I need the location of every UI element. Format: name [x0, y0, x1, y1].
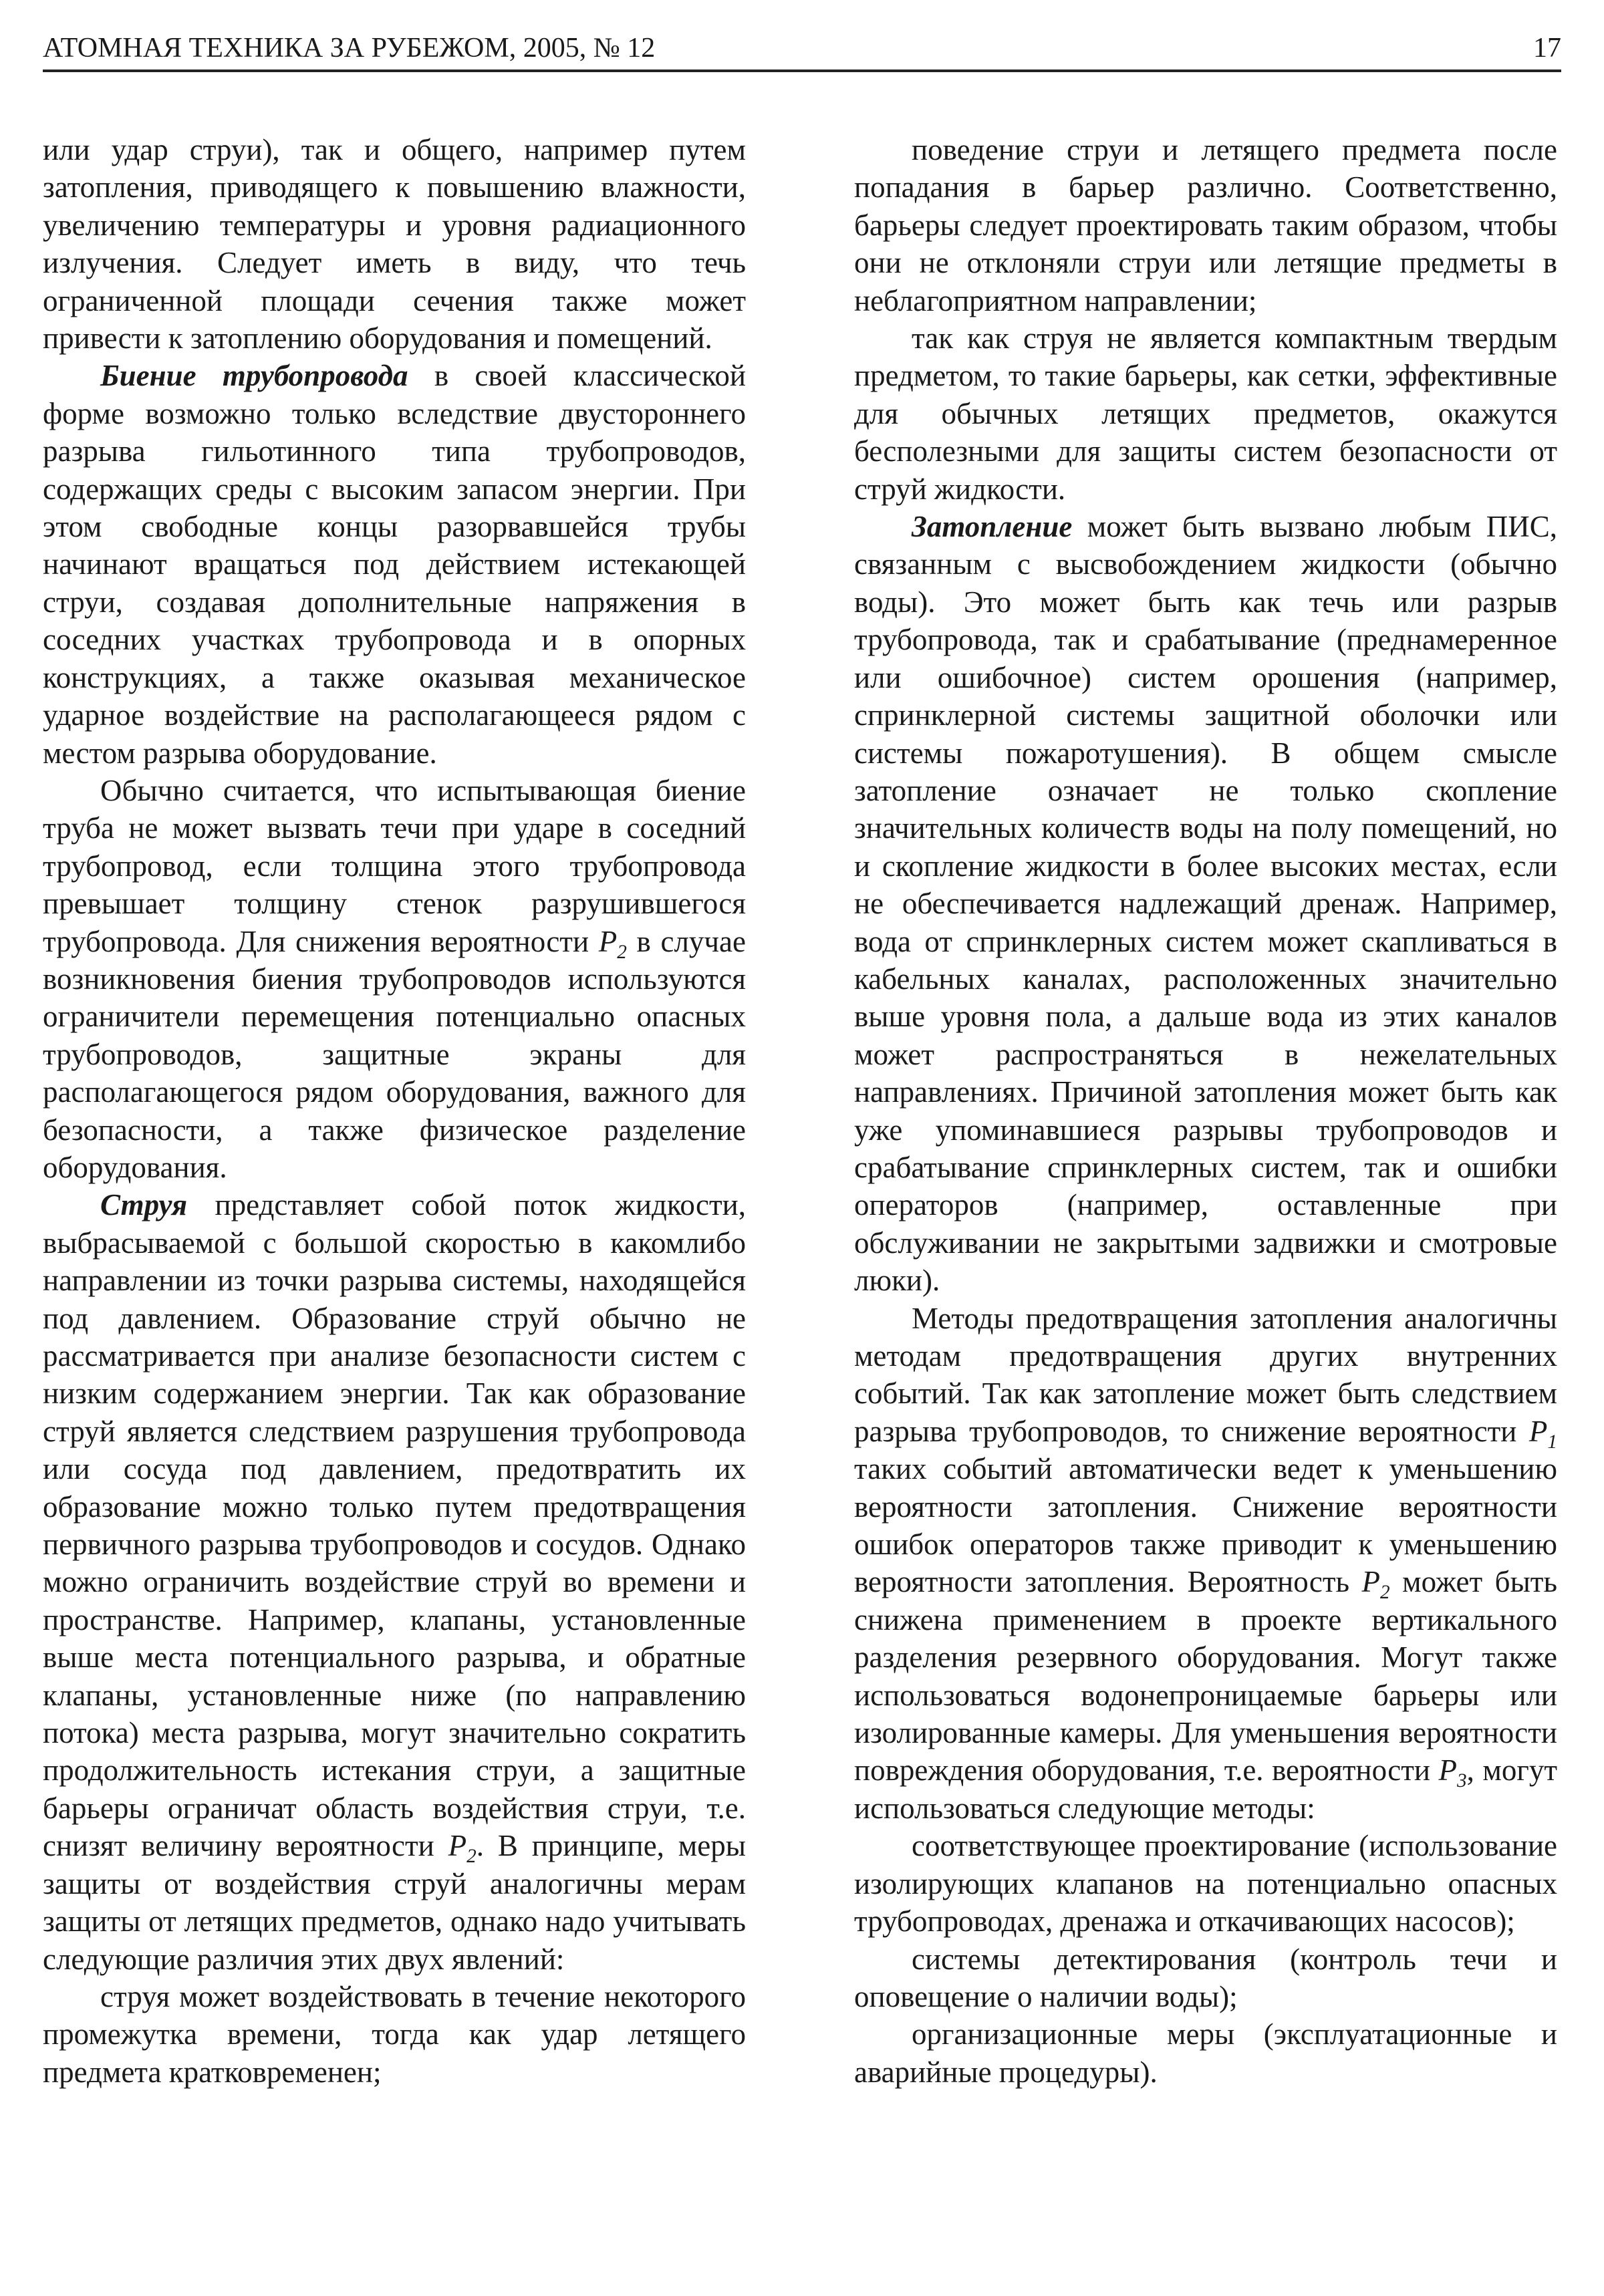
- paragraph: [854, 508, 1557, 1300]
- paragraph: [43, 1978, 746, 2091]
- paragraph: [854, 131, 1557, 319]
- body-text: Методы предотвращения затопления аналогичны методам предотвращения других внутренних событий. Так как затопление может быть следствием разрыва трубопроводов, то снижение вероятности: [854, 1301, 1557, 1448]
- running-header: [43, 27, 1561, 72]
- probability-symbol: [1438, 1753, 1467, 1792]
- paragraph: [854, 319, 1557, 508]
- paragraph: [43, 1186, 746, 1978]
- body-text: представляет собой поток жидкости, выбрасываемой с большой скоростью в какомлибо направлении из точки разрыва системы, находящейся под давлением. Образование струй обычно не рассматривается при анализе безопасности систем с низким содержанием энергии. Так как образование струй является следствием разрушения трубопровода или сосуда под давлением, предотвратить их образование можно только путем предотвращения первичного разрыва трубопроводов и сосудов. Однако можно ограничить воздействие струй во времени и пространстве. Например, клапаны, установленные выше места потенциального разрыва, и обратные клапаны, установленные ниже (по направлению потока) места разрыва, могут значительно сократить продолжительность истекания струи, а защитные барьеры ограничат область воздействия струи, т.е. снизят величину вероятности: [43, 1188, 746, 1863]
- symbol-subscript: 3: [1456, 1770, 1467, 1792]
- paragraph: [43, 131, 746, 357]
- body-text: таких событий автоматически ведет к уменьшению вероятности затопления. Снижение вероятности ошибок операторов также приводит к уменьшению вероятности затопления. Вероятность: [854, 1452, 1557, 1599]
- symbol-letter: P: [448, 1829, 467, 1863]
- paragraph: [854, 1300, 1557, 1828]
- body-text: может быть снижена применением в проекте вертикального разделения резервного оборудования. Могут также использоваться водонепроницаемые барьеры или изолированные камеры. Для уменьшения вероятности повреждения оборудования, т.е. вероятности: [854, 1565, 1557, 1787]
- page-number: 17: [1533, 33, 1561, 63]
- body-text: может быть вызвано любым ПИС, связанным с высвобождением жидкости (обычно воды). Это может быть как течь или разрыв трубопровода, так и срабатывание (преднамеренное или ошибочное) систем орошения (например, спринклерной системы защитной оболочки или системы пожаротушения). В общем смысле затопление означает не только скопление значительных количеств воды на полу помещений, но и скопление жидкости в более высоких местах, если не обеспечивается надлежащий дренаж. Например, вода от спринклерных систем может скапливаться в кабельных каналах, расположенных значительно выше уровня пола, а дальше вода из этих каналов может распространяться в нежелательных направлениях. Причиной затопления может быть как уже упоминавшиеся разрывы трубопроводов и срабатывание спринклерных систем, так и ошибки операторов (например, оставленные при обслуживании не закрытыми задвижки и смотровые люки).: [854, 510, 1557, 1298]
- probability-symbol: [1361, 1565, 1390, 1604]
- paragraph: [43, 357, 746, 771]
- body-text: в своей классической форме возможно только вследствие двустороннего разрыва гильотинного типа трубопроводов, содержащих среды с высоким запасом энергии. При этом свободные концы разорвавшейся трубы начинают вращаться под действием истекающей струи, создавая дополнительные напряжения в соседних участках трубопровода и в опорных конструкциях, а также оказывая механическое ударное воздействие на располагающееся рядом с местом разрыва оборудование.: [43, 359, 746, 770]
- symbol-subscript: 2: [466, 1846, 477, 1868]
- symbol-letter: P: [1361, 1565, 1381, 1599]
- body-text: в случае возникновения биения трубопроводов используются ограничители перемещения потенциально опасных трубопроводов, защитные экраны для располагающегося рядом оборудования, важного для безопасности, а также физическое разделение оборудования.: [43, 924, 746, 1184]
- body-text: организационные меры (эксплуатационные и аварийные процедуры).: [854, 2017, 1557, 2089]
- body-text: системы детектирования (контроль течи и оповещение о наличии воды);: [854, 1942, 1557, 2013]
- body-text: так как струя не является компактным твердым предметом, то такие барьеры, как сетки, эффективные для обычных летящих предметов, окажутся бесполезными для защиты систем безопасности от струй жидкости.: [854, 321, 1557, 506]
- body-text: соответствующее проектирование (использование изолирующих клапанов на потенциально опасных трубопроводах, дренажа и откачивающих насосов);: [854, 1829, 1557, 1939]
- left-column: [43, 131, 746, 2091]
- symbol-letter: P: [1528, 1414, 1548, 1448]
- term-heading: Затопление: [912, 510, 1073, 544]
- paragraph: [43, 772, 746, 1186]
- paragraph: [854, 1941, 1557, 2016]
- term-heading: Струя: [100, 1188, 188, 1222]
- body-text: . В принципе, меры защиты от воздействия струй аналогичны мерам защиты от летящих предметов, однако надо учитывать следующие различия этих двух явлений:: [43, 1829, 746, 1976]
- symbol-letter: P: [598, 924, 618, 958]
- body-text: струя может воздействовать в течение некоторого промежутка времени, тогда как удар летящего предмета кратковременен;: [43, 1979, 746, 2089]
- body-text: , могут использоваться следующие методы:: [854, 1753, 1557, 1825]
- term-heading: Биение трубопровода: [100, 359, 408, 393]
- paragraph: [854, 2015, 1557, 2091]
- body-text: или удар струи), так и общего, например путем затопления, приводящего к повышению влажности, увеличению температуры и уровня радиационного излучения. Следует иметь в виду, что течь ограниченной площади сечения также может привести к затоплению оборудования и помещений.: [43, 133, 746, 355]
- probability-symbol: [448, 1829, 477, 1868]
- paragraph: [854, 1827, 1557, 1940]
- body-text: поведение струи и летящего предмета после попадания в барьер различно. Соответственно, барьеры следует проектировать таким образом, чтобы они не отклоняли струи или летящие предметы в неблагоприятном направлении;: [854, 133, 1557, 317]
- journal-title: АТОМНАЯ ТЕХНИКА ЗА РУБЕЖОМ, 2005, № 12: [43, 33, 656, 63]
- probability-symbol: [598, 924, 627, 963]
- symbol-subscript: 2: [1380, 1582, 1390, 1604]
- right-column: [854, 131, 1557, 2091]
- probability-symbol: [1528, 1414, 1557, 1453]
- symbol-letter: P: [1438, 1753, 1457, 1787]
- symbol-subscript: 1: [1547, 1431, 1557, 1453]
- symbol-subscript: 2: [617, 941, 627, 963]
- body-text: Обычно считается, что испытывающая биение труба не может вызвать течи при ударе в соседний трубопровод, если толщина этого трубопровода превышает толщину стенок разрушившегося трубопровода. Для снижения вероятности: [43, 773, 746, 958]
